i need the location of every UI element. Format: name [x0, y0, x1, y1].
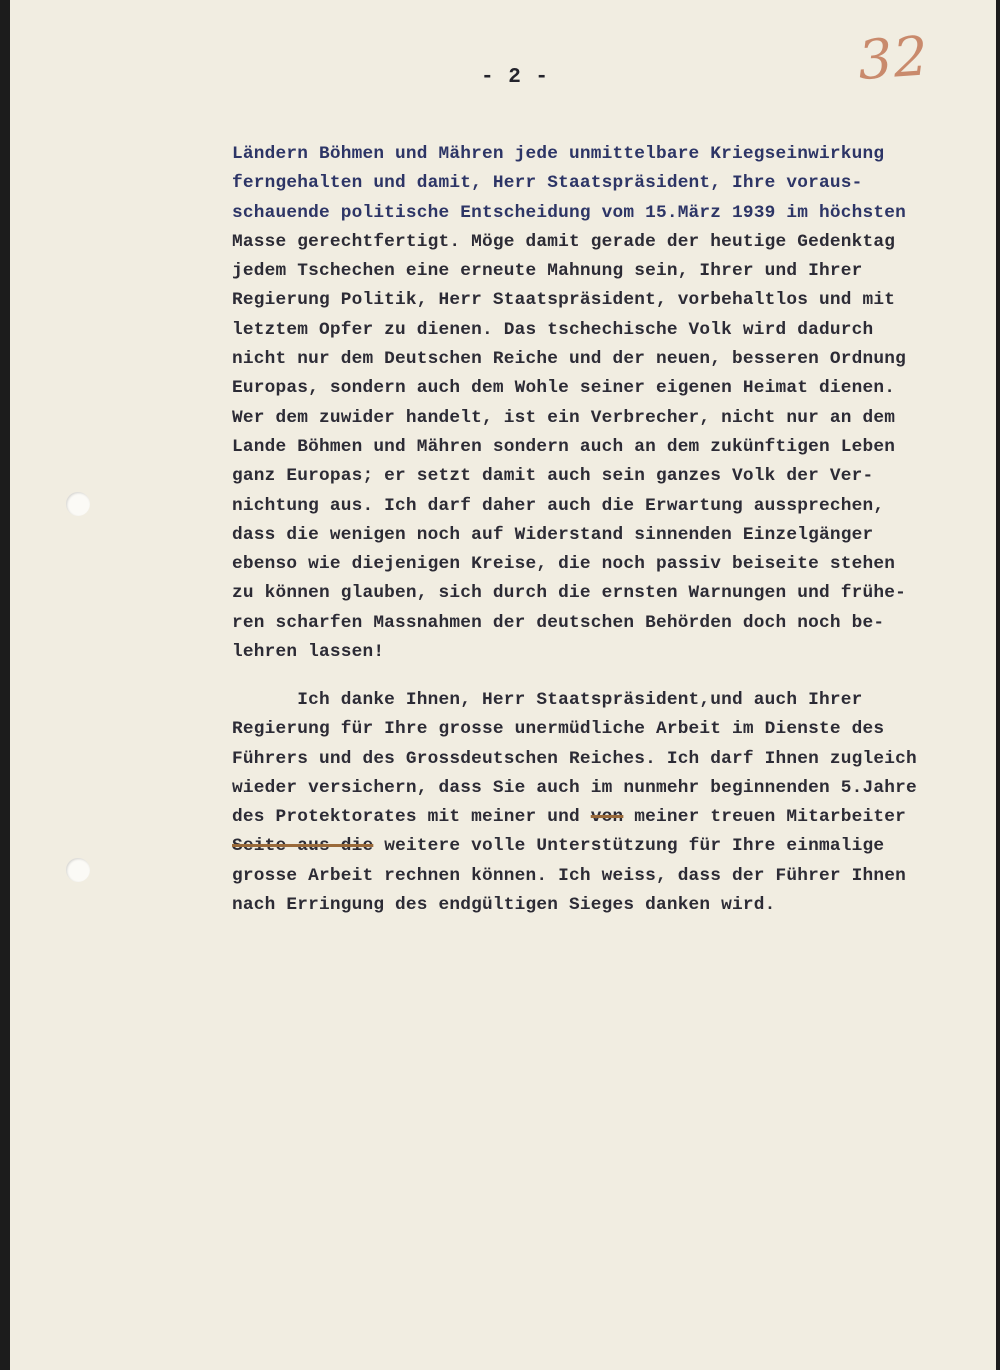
page-number: - 2 - — [480, 66, 549, 89]
text-line: Regierung Politik, Herr Staatspräsident, vorbehaltlos und mit — [232, 290, 896, 311]
text-line: ferngehalten und damit, Herr Staatspräsident, Ihre voraus- — [232, 173, 863, 194]
text-line: Führers und des Grossdeutschen Reiches. Ich darf Ihnen zugleich — [232, 748, 917, 769]
paragraph-1 — [232, 140, 992, 667]
text-segment: weitere volle Unterstützung für Ihre einmalige — [373, 836, 885, 857]
punch-hole-upper — [66, 492, 90, 516]
text-line: Lande Böhmen und Mähren sondern auch an dem zukünftigen Leben — [232, 436, 896, 457]
struck-through-word: von — [590, 807, 624, 828]
text-line: Ich danke Ihnen, Herr Staatspräsident,und auch Ihrer — [232, 690, 863, 710]
paragraph-2 — [232, 686, 992, 920]
text-line: Masse gerechtfertigt. Möge damit gerade der heutige Gedenktag — [232, 231, 896, 252]
text-segment: des Protektorates mit meiner und — [232, 807, 591, 828]
text-line: wieder versichern, dass Sie auch im nunmehr beginnenden 5.Jahre — [232, 777, 917, 798]
punch-hole-lower — [66, 858, 90, 882]
text-line: nach Erringung des endgültigen Sieges danken wird. — [232, 895, 776, 916]
text-line — [232, 832, 992, 861]
text-line: Ländern Böhmen und Mähren jede unmittelbare Kriegseinwirkung — [232, 144, 885, 164]
struck-through-phrase: Seite aus die — [232, 836, 374, 857]
text-line: letztem Opfer zu dienen. Das tschechische Volk wird dadurch — [232, 319, 874, 340]
text-line: nichtung aus. Ich darf daher auch die Erwartung aussprechen, — [232, 495, 885, 516]
text-line: jedem Tschechen eine erneute Mahnung sein, Ihrer und Ihrer — [232, 261, 863, 282]
text-line: grosse Arbeit rechnen können. Ich weiss, dass der Führer Ihnen — [232, 865, 906, 886]
text-line: schauende politische Entscheidung vom 15.März 1939 im höchsten — [232, 202, 906, 223]
text-line: ganz Europas; er setzt damit auch sein ganzes Volk der Ver- — [232, 466, 874, 487]
text-line: Europas, sondern auch dem Wohle seiner eigenen Heimat dienen. — [232, 378, 896, 399]
text-line: nicht nur dem Deutschen Reiche und der neuen, besseren Ordnung — [232, 349, 906, 370]
text-line: dass die wenigen noch auf Widerstand sinnenden Einzelgänger — [232, 524, 874, 545]
text-segment: meiner treuen Mitarbeiter — [623, 807, 906, 828]
text-line: Wer dem zuwider handelt, ist ein Verbrecher, nicht nur an dem — [232, 407, 896, 428]
text-line: zu können glauben, sich durch die ernsten Warnungen und frühe- — [232, 583, 906, 604]
text-line: ebenso wie diejenigen Kreise, die noch passiv beiseite stehen — [232, 554, 896, 575]
text-line: Regierung für Ihre grosse unermüdliche Arbeit im Dienste des — [232, 719, 885, 740]
handwritten-folio-number: 32 — [855, 24, 931, 93]
text-line — [232, 803, 992, 832]
text-line: ren scharfen Massnahmen der deutschen Behörden doch noch be- — [232, 612, 885, 633]
text-line: lehren lassen! — [232, 642, 385, 663]
